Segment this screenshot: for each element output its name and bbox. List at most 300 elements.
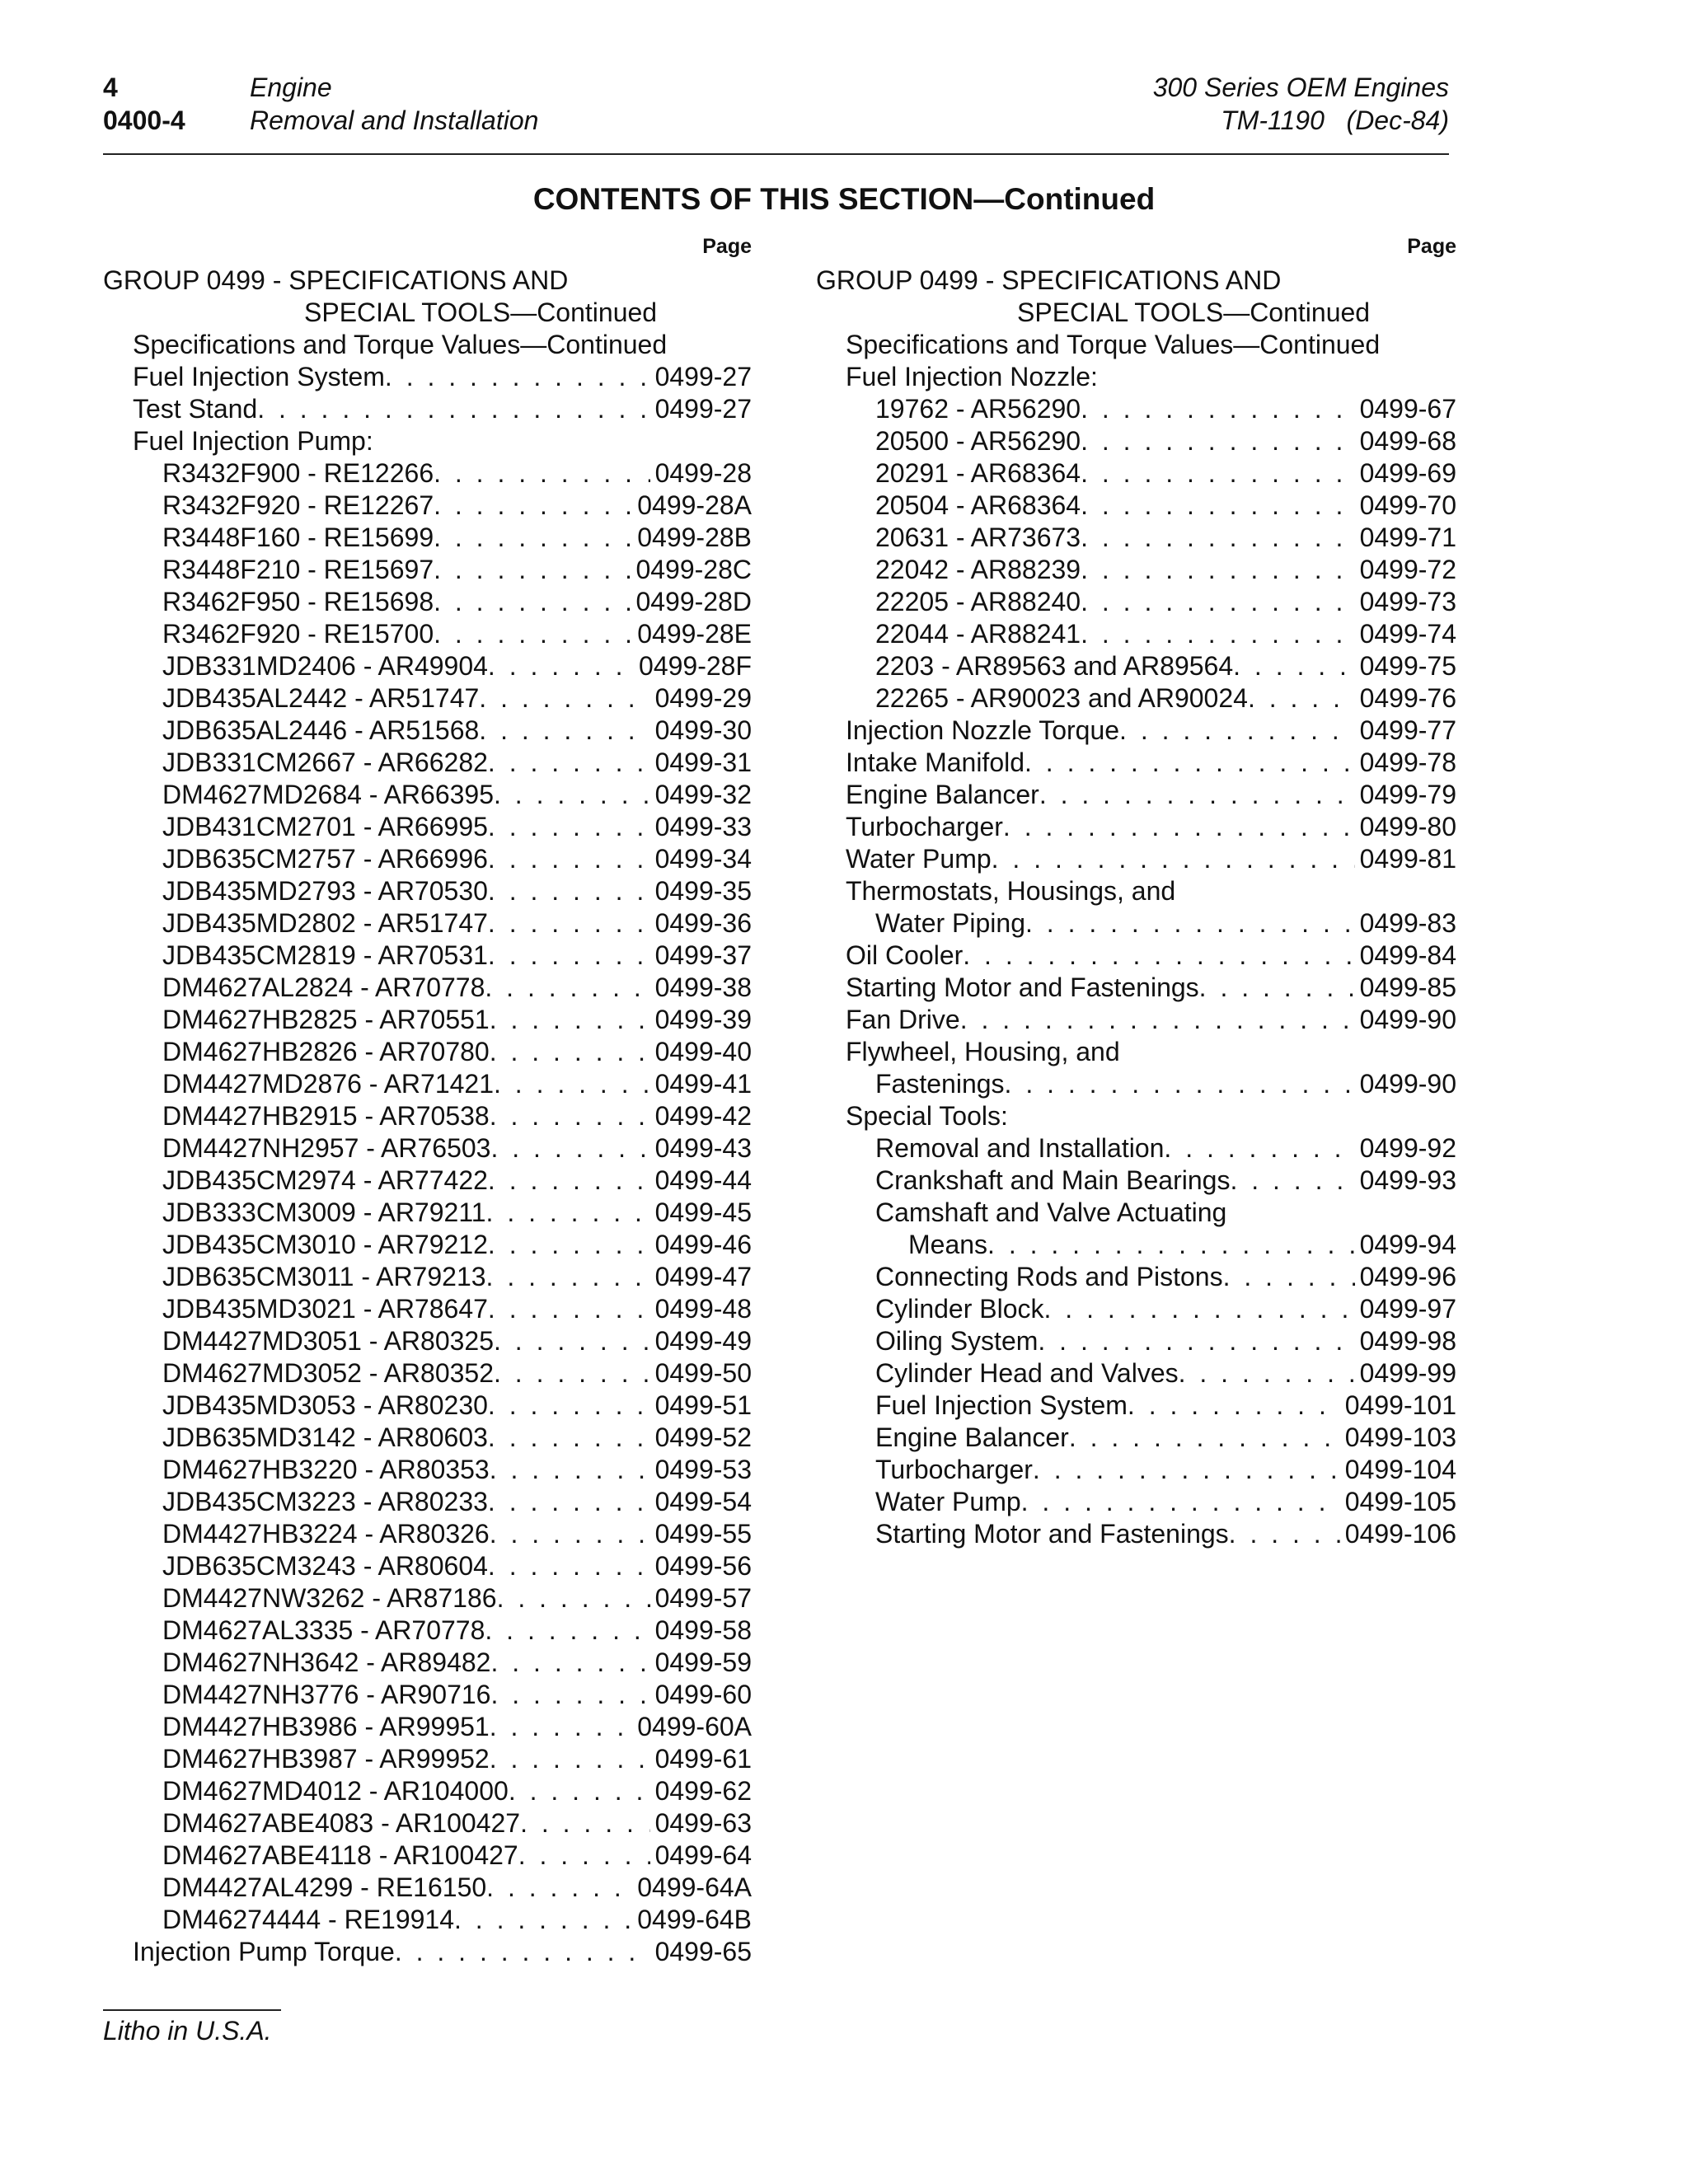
entry-title: JDB435CM3223 - AR80233: [162, 1487, 488, 1516]
dot-leader: [1179, 1357, 1355, 1390]
toc-entry: [816, 811, 1456, 843]
entry-page-number: 0499-43: [654, 1133, 752, 1163]
toc-entry: [103, 1036, 752, 1068]
entry-page-number: 0499-67: [1359, 394, 1456, 424]
dot-leader: [1081, 393, 1354, 425]
entry-page-number: 0499-77: [1359, 715, 1456, 745]
entry-page-number: 0499-85: [1359, 972, 1456, 1002]
entry-page-number: 0499-56: [654, 1551, 752, 1581]
subheading: Specifications and Torque Values—Continued: [846, 330, 1381, 359]
dot-leader: [987, 1229, 1355, 1261]
toc-entry: [103, 1582, 752, 1615]
entry-title: Flywheel, Housing, and: [846, 1037, 1120, 1066]
entry-title: DM4627AL2824 - AR70778: [162, 972, 485, 1002]
entry-page-number: 0499-106: [1344, 1519, 1456, 1549]
entry-page-number: 0499-78: [1359, 748, 1456, 777]
toc-entry: [816, 1390, 1456, 1422]
page-header: [103, 71, 1449, 153]
dot-leader: [1230, 1165, 1354, 1197]
entry-page-number: 0499-35: [654, 876, 752, 906]
dot-leader: [490, 1711, 633, 1743]
entry-page-number: 0499-80: [1359, 812, 1456, 841]
entry-page-number: 0499-64A: [637, 1872, 752, 1902]
toc-group-label: [816, 361, 1456, 393]
toc-entry: [816, 972, 1456, 1004]
publication-title: 300 Series OEM Engines: [1152, 73, 1449, 102]
toc-entry: [103, 490, 752, 522]
dot-leader: [992, 843, 1355, 875]
footer-rule: [103, 2009, 281, 2011]
toc-group-label: [816, 1197, 1456, 1229]
toc-entry: [816, 1004, 1456, 1036]
entry-title: Water Pump: [875, 1487, 1021, 1516]
entry-page-number: 0499-105: [1344, 1487, 1456, 1516]
entry-title: Water Pump: [846, 844, 992, 874]
entry-page-number: 0499-28E: [637, 619, 752, 649]
entry-title: R3448F160 - RE15699: [162, 523, 434, 552]
toc-entry: [103, 1615, 752, 1647]
entry-title: JDB635MD3142 - AR80603: [162, 1422, 488, 1452]
dot-leader: [486, 1197, 650, 1229]
toc-entry: [816, 779, 1456, 811]
entry-title: Starting Motor and Fastenings: [846, 972, 1199, 1002]
entry-title: Injection Nozzle Torque: [846, 715, 1120, 745]
entry-page-number: 0499-28: [654, 458, 752, 488]
toc-entry-list: [816, 361, 1456, 1550]
entry-title: Camshaft and Valve Actuating: [875, 1197, 1227, 1227]
entry-title: JDB435MD2793 - AR70530: [162, 876, 488, 906]
dot-leader: [488, 1165, 650, 1197]
entry-page-number: 0499-72: [1359, 555, 1456, 584]
toc-entry: [103, 1904, 752, 1936]
toc-entry: [816, 1068, 1456, 1100]
entry-title: 22044 - AR88241: [875, 619, 1081, 649]
toc-entry: [103, 1261, 752, 1293]
entry-page-number: 0499-51: [654, 1390, 752, 1420]
dot-leader: [1033, 1454, 1340, 1486]
entry-title: Turbocharger: [846, 812, 1003, 841]
entry-page-number: 0499-46: [654, 1230, 752, 1259]
toc-entry: [103, 1872, 752, 1904]
entry-page-number: 0499-101: [1344, 1390, 1456, 1420]
entry-title: JDB435CM2974 - AR77422: [162, 1165, 488, 1195]
toc-entry: [103, 1325, 752, 1357]
dot-leader: [488, 1293, 650, 1325]
entry-page-number: 0499-99: [1359, 1358, 1456, 1388]
group-heading: GROUP 0499 - SPECIFICATIONS AND: [816, 265, 1282, 295]
entry-page-number: 0499-39: [654, 1005, 752, 1034]
dot-leader: [479, 682, 649, 715]
page-column-label: Page: [702, 235, 752, 258]
entry-title: R3462F950 - RE15698: [162, 587, 434, 616]
toc-entry: [103, 1807, 752, 1840]
entry-page-number: 0499-61: [654, 1744, 752, 1774]
toc-entry: [103, 972, 752, 1004]
toc-entry: [103, 1197, 752, 1229]
dot-leader: [257, 393, 649, 425]
entry-page-number: 0499-31: [654, 748, 752, 777]
entry-page-number: 0499-97: [1359, 1294, 1456, 1324]
entry-title: Oiling System: [875, 1326, 1039, 1356]
entry-page-number: 0499-70: [1359, 490, 1456, 520]
entry-title: Thermostats, Housings, and: [846, 876, 1176, 906]
dot-leader: [488, 907, 650, 940]
toc-entry: [103, 747, 752, 779]
toc-entry: [103, 1550, 752, 1582]
entry-page-number: 0499-103: [1344, 1422, 1456, 1452]
entry-title: Engine Balancer: [875, 1422, 1069, 1452]
toc-entry: [816, 1518, 1456, 1550]
toc-entry: [103, 1004, 752, 1036]
toc-entry: [103, 618, 752, 650]
entry-title: DM4627MD2684 - AR66395: [162, 780, 495, 809]
dot-leader: [490, 1004, 650, 1036]
dot-leader: [494, 1325, 650, 1357]
entry-title: Test Stand: [133, 394, 258, 424]
entry-title: DM4427MD3051 - AR80325: [162, 1326, 495, 1356]
dot-leader: [497, 1582, 650, 1615]
dot-leader: [1081, 586, 1354, 618]
entry-page-number: 0499-44: [654, 1165, 752, 1195]
dot-leader: [960, 1004, 1355, 1036]
toc-entry: [103, 907, 752, 940]
dot-leader: [1081, 457, 1354, 490]
entry-page-number: 0499-33: [654, 812, 752, 841]
entry-title: DM4627MD3052 - AR80352: [162, 1358, 495, 1388]
toc-entry: [103, 779, 752, 811]
dot-leader: [1081, 554, 1354, 586]
toc-entry: [816, 650, 1456, 682]
entry-page-number: 0499-81: [1359, 844, 1456, 874]
entry-title: JDB431CM2701 - AR66995: [162, 812, 488, 841]
toc-entry: [816, 1165, 1456, 1197]
entry-page-number: 0499-53: [654, 1455, 752, 1484]
toc-entry: [816, 715, 1456, 747]
toc-entry: [816, 940, 1456, 972]
entry-page-number: 0499-73: [1359, 587, 1456, 616]
entry-page-number: 0499-28C: [635, 555, 752, 584]
entry-title: JDB635AL2446 - AR51568: [162, 715, 480, 745]
entry-title: JDB435MD3053 - AR80230: [162, 1390, 488, 1420]
dot-leader: [488, 940, 650, 972]
toc-entry: [103, 1357, 752, 1390]
dot-leader: [1081, 522, 1354, 554]
entry-title: Oil Cooler: [846, 940, 964, 970]
entry-page-number: 0499-90: [1359, 1069, 1456, 1099]
entry-page-number: 0499-76: [1359, 683, 1456, 713]
entry-page-number: 0499-29: [654, 683, 752, 713]
toc-entry: [103, 811, 752, 843]
dot-leader: [490, 1518, 650, 1550]
entry-title: Fuel Injection Nozzle:: [846, 362, 1098, 391]
dot-leader: [1025, 907, 1355, 940]
entry-title: JDB435MD2802 - AR51747: [162, 908, 488, 938]
entry-page-number: 0499-92: [1359, 1133, 1456, 1163]
toc-entry: [103, 715, 752, 747]
entry-title: JDB331MD2406 - AR49904: [162, 651, 488, 681]
section-title: CONTENTS OF THIS SECTION—Continued: [532, 182, 1156, 216]
toc-entry: [103, 1454, 752, 1486]
toc-entry: [816, 682, 1456, 715]
entry-title: DM4427NH2957 - AR76503: [162, 1133, 491, 1163]
entry-page-number: 0499-34: [654, 844, 752, 874]
entry-title: Cylinder Block: [875, 1294, 1044, 1324]
toc-entry: [103, 1390, 752, 1422]
entry-page-number: 0499-104: [1344, 1455, 1456, 1484]
toc-entry: [103, 393, 752, 425]
dot-leader: [395, 1936, 650, 1968]
entry-title: 22205 - AR88240: [875, 587, 1081, 616]
dot-leader: [1081, 425, 1354, 457]
dot-leader: [1199, 972, 1355, 1004]
toc-entry: [103, 1100, 752, 1132]
entry-title: DM4627ABE4083 - AR100427: [162, 1808, 521, 1838]
dot-leader: [1038, 1325, 1354, 1357]
dot-leader: [1128, 1390, 1340, 1422]
toc-entry: [816, 1357, 1456, 1390]
entry-page-number: 0499-74: [1359, 619, 1456, 649]
dot-leader: [490, 1100, 650, 1132]
entry-page-number: 0499-84: [1359, 940, 1456, 970]
toc-entry: [103, 1711, 752, 1743]
entry-page-number: 0499-42: [654, 1101, 752, 1131]
dot-leader: [509, 1775, 650, 1807]
entry-title: Cylinder Head and Valves: [875, 1358, 1179, 1388]
dot-leader: [488, 843, 650, 875]
entry-title: 22042 - AR88239: [875, 555, 1081, 584]
toc-entry: [816, 843, 1456, 875]
entry-title: R3432F900 - RE12266: [162, 458, 434, 488]
entry-title: 20504 - AR68364: [875, 490, 1081, 520]
entry-title: Means: [908, 1230, 988, 1259]
entry-page-number: 0499-30: [654, 715, 752, 745]
entry-title: DM4427MD2876 - AR71421: [162, 1069, 495, 1099]
toc-group-label: [816, 1036, 1456, 1068]
entry-title: DM4627ABE4118 - AR100427: [162, 1840, 518, 1870]
print-imprint: Litho in U.S.A.: [103, 2016, 272, 2046]
manual-id: TM-1190 (Dec-84): [1221, 105, 1449, 135]
entry-title: Starting Motor and Fastenings: [875, 1519, 1229, 1549]
entry-page-number: 0499-69: [1359, 458, 1456, 488]
dot-leader: [1164, 1132, 1354, 1165]
toc-entry: [103, 843, 752, 875]
dot-leader: [454, 1904, 632, 1936]
entry-title: DM4427HB3224 - AR80326: [162, 1519, 490, 1549]
toc-entry: [816, 1325, 1456, 1357]
dot-leader: [494, 1068, 650, 1100]
dot-leader: [479, 715, 649, 747]
entry-title: DM4627HB3987 - AR99952: [162, 1744, 490, 1774]
toc-entry: [103, 1647, 752, 1679]
header-rule: [103, 153, 1449, 155]
toc-entry: [103, 1679, 752, 1711]
toc-entry: [103, 457, 752, 490]
group-heading: GROUP 0499 - SPECIFICATIONS AND: [103, 265, 569, 295]
entry-title: Turbocharger: [875, 1455, 1033, 1484]
toc-entry: [103, 1775, 752, 1807]
dot-leader: [488, 811, 650, 843]
entry-title: Removal and Installation: [875, 1133, 1165, 1163]
dot-leader: [1003, 811, 1355, 843]
entry-title: DM4627AL3335 - AR70778: [162, 1615, 485, 1645]
dot-leader: [490, 1679, 649, 1711]
toc-entry: [103, 1936, 752, 1968]
toc-entry: [816, 393, 1456, 425]
dot-leader: [1044, 1293, 1355, 1325]
toc-entry: [103, 682, 752, 715]
entry-page-number: 0499-38: [654, 972, 752, 1002]
entry-page-number: 0499-57: [654, 1583, 752, 1613]
toc-group-label: [816, 1100, 1456, 1132]
dot-leader: [385, 361, 650, 393]
entry-page-number: 0499-28B: [637, 523, 752, 552]
entry-title: R3448F210 - RE15697: [162, 555, 434, 584]
toc-group-label: [816, 875, 1456, 907]
dot-leader: [434, 554, 631, 586]
toc-entry: [103, 1743, 752, 1775]
dot-leader: [490, 1647, 649, 1679]
group-heading-continued: SPECIAL TOOLS—Continued: [304, 298, 658, 327]
entry-title: Fastenings: [875, 1069, 1005, 1099]
dot-leader: [434, 618, 632, 650]
entry-page-number: 0499-28A: [637, 490, 752, 520]
dot-leader: [488, 875, 650, 907]
entry-page-number: 0499-60A: [637, 1712, 752, 1741]
toc-group-label: [103, 425, 752, 457]
toc-entry: [816, 1261, 1456, 1293]
entry-title: R3462F920 - RE15700: [162, 619, 434, 649]
entry-title: Engine Balancer: [846, 780, 1039, 809]
dot-leader: [434, 586, 631, 618]
toc-entry: [816, 425, 1456, 457]
dot-leader: [1229, 1518, 1340, 1550]
entry-title: 2203 - AR89563 and AR89564: [875, 651, 1234, 681]
dot-leader: [518, 1840, 650, 1872]
toc-entry: [103, 1293, 752, 1325]
toc-entry: [816, 457, 1456, 490]
section-code: 0400-4: [103, 105, 185, 135]
entry-title: 20631 - AR73673: [875, 523, 1081, 552]
subheading: Specifications and Torque Values—Continued: [133, 330, 668, 359]
dot-leader: [434, 522, 632, 554]
entry-title: DM4427HB3986 - AR99951: [162, 1712, 490, 1741]
entry-title: JDB331CM2667 - AR66282: [162, 748, 488, 777]
entry-page-number: 0499-60: [654, 1680, 752, 1709]
entry-title: DM4627HB2826 - AR70780: [162, 1037, 490, 1066]
dot-leader: [490, 1454, 650, 1486]
entry-title: Intake Manifold: [846, 748, 1025, 777]
entry-title: JDB333CM3009 - AR79211: [162, 1197, 486, 1227]
entry-page-number: 0499-64: [654, 1840, 752, 1870]
entry-page-number: 0499-64B: [637, 1905, 752, 1934]
entry-title: 20291 - AR68364: [875, 458, 1081, 488]
dot-leader: [488, 747, 650, 779]
entry-title: Fan Drive: [846, 1005, 960, 1034]
entry-title: 22265 - AR90023 and AR90024: [875, 683, 1248, 713]
dot-leader: [488, 1422, 650, 1454]
dot-leader: [1119, 715, 1355, 747]
toc-entry-list: [103, 361, 752, 1968]
dot-leader: [1081, 618, 1354, 650]
toc-entry: [103, 554, 752, 586]
entry-page-number: 0499-27: [654, 362, 752, 391]
dot-leader: [485, 1615, 649, 1647]
entry-title: Special Tools:: [846, 1101, 1008, 1131]
dot-leader: [1223, 1261, 1355, 1293]
entry-page-number: 0499-28F: [639, 651, 752, 681]
dot-leader: [488, 1486, 650, 1518]
toc-entry: [816, 1132, 1456, 1165]
entry-page-number: 0499-49: [654, 1326, 752, 1356]
entry-page-number: 0499-32: [654, 780, 752, 809]
entry-page-number: 0499-62: [654, 1776, 752, 1806]
entry-page-number: 0499-68: [1359, 426, 1456, 456]
toc-entry: [816, 522, 1456, 554]
entry-page-number: 0499-47: [654, 1262, 752, 1291]
toc-entry: [816, 747, 1456, 779]
toc-entry: [816, 1293, 1456, 1325]
entry-title: Fuel Injection System: [133, 362, 385, 391]
entry-title: DM4627HB2825 - AR70551: [162, 1005, 490, 1034]
dot-leader: [488, 1229, 650, 1261]
entry-title: Water Piping: [875, 908, 1025, 938]
toc-entry: [816, 1422, 1456, 1454]
entry-page-number: 0499-48: [654, 1294, 752, 1324]
left-contents-column: [103, 236, 752, 1968]
entry-page-number: 0499-79: [1359, 780, 1456, 809]
dot-leader: [1069, 1422, 1340, 1454]
dot-leader: [434, 490, 632, 522]
toc-entry: [103, 1165, 752, 1197]
section-name: Engine: [250, 73, 332, 102]
entry-page-number: 0499-83: [1359, 908, 1456, 938]
entry-title: Crankshaft and Main Bearings: [875, 1165, 1231, 1195]
toc-entry: [816, 490, 1456, 522]
entry-title: Connecting Rods and Pistons: [875, 1262, 1223, 1291]
dot-leader: [488, 650, 634, 682]
entry-page-number: 0499-94: [1359, 1230, 1456, 1259]
toc-entry: [103, 522, 752, 554]
entry-title: JDB635CM3243 - AR80604: [162, 1551, 488, 1581]
toc-entry: [103, 650, 752, 682]
entry-page-number: 0499-71: [1359, 523, 1456, 552]
entry-title: Injection Pump Torque: [133, 1937, 395, 1966]
toc-entry: [103, 1132, 752, 1165]
entry-title: DM4627MD4012 - AR104000: [162, 1776, 509, 1806]
entry-title: Fuel Injection Pump:: [133, 426, 373, 456]
entry-title: JDB635CM2757 - AR66996: [162, 844, 488, 874]
page-column-label: Page: [1407, 235, 1456, 258]
entry-page-number: 0499-41: [654, 1069, 752, 1099]
entry-page-number: 0499-63: [654, 1808, 752, 1838]
dot-leader: [520, 1807, 649, 1840]
right-contents-column: [816, 236, 1456, 1550]
toc-entry: [816, 586, 1456, 618]
toc-entry: [816, 1454, 1456, 1486]
entry-page-number: 0499-54: [654, 1487, 752, 1516]
dot-leader: [1005, 1068, 1355, 1100]
toc-entry: [103, 586, 752, 618]
entry-page-number: 0499-27: [654, 394, 752, 424]
toc-entry: [103, 1518, 752, 1550]
entry-page-number: 0499-28D: [635, 587, 752, 616]
dot-leader: [490, 1036, 650, 1068]
group-heading-continued: SPECIAL TOOLS—Continued: [1017, 298, 1371, 327]
toc-entry: [816, 1229, 1456, 1261]
entry-title: DM4627NH3642 - AR89482: [162, 1647, 491, 1677]
toc-entry: [103, 1422, 752, 1454]
toc-entry: [816, 554, 1456, 586]
